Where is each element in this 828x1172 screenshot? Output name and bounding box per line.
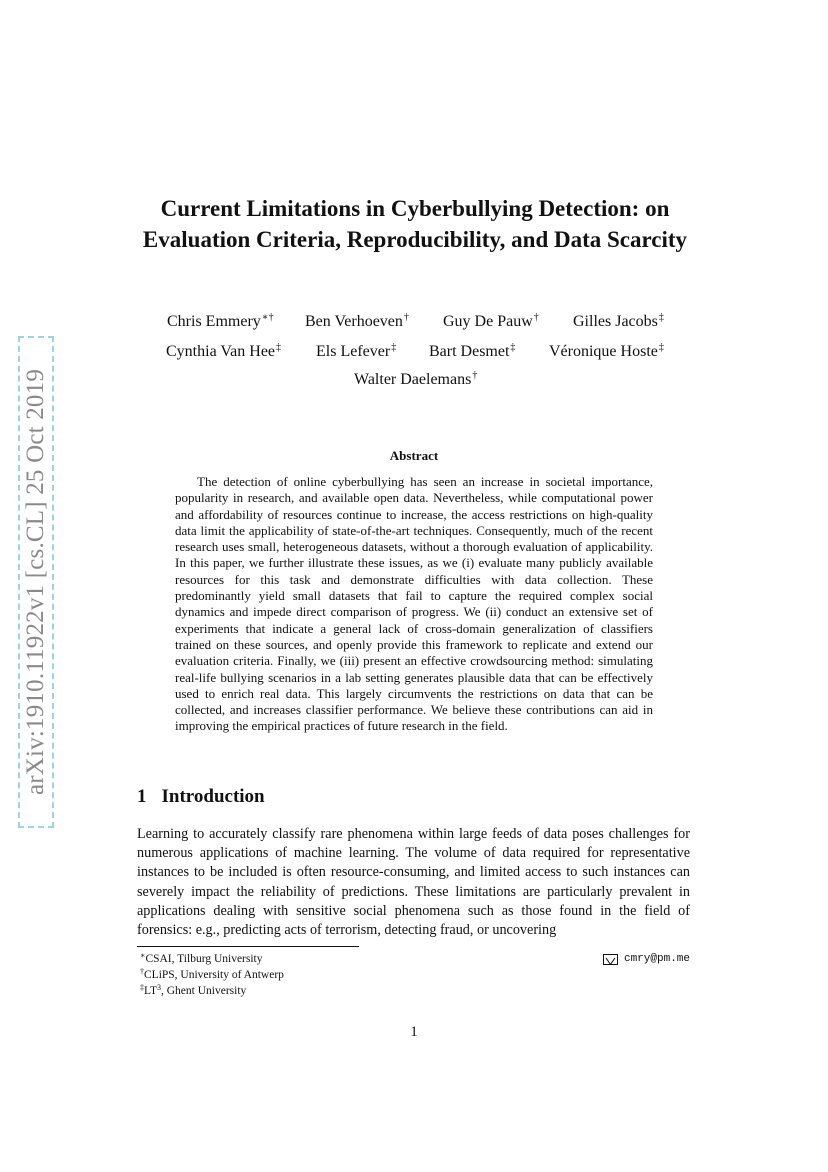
arxiv-stamp-text: arXiv:1910.11922v1 [cs.CL] 25 Oct 2019 [22, 368, 49, 796]
author-0: Chris Emmery∗† [167, 312, 274, 330]
page-number: 1 [410, 1024, 418, 1040]
arxiv-stamp [18, 336, 54, 828]
section-number: 1 [137, 786, 147, 807]
author-2: Guy De Pauw† [443, 312, 539, 330]
abstract-text: The detection of online cyberbullying has seen an increase in societal importance, popularity in research, and available open data. Nevertheless, while computational power and affordability of resources continue to increase, the access restrictions on high-quality data limit the applicability of state-of-the-art techniques. Consequently, much of the recent research uses small, heterogeneous datasets, without a thorough evaluation of applicability. In this paper, we further illustrate these issues, as we (i) evaluate many publicly available resources for this task and demonstrate difficulties with data collection. These predominantly yield small datasets that fail to capture the required complex social dynamics and impede direct comparison of progress. We (ii) conduct an extensive set of experiments that indicate a general lack of cross-domain generalization of classifiers trained on these sources, and openly provide this framework to replicate and extend our evaluation criteria. Finally, we (iii) present an effective crowdsourcing method: simulating real-life bullying scenarios in a lab setting generates plausible data that can be effectively used to enrich real data. This largely circumvents the restrictions on data that can be collected, and increases classifier performance. We believe these contributions can aid in improving the empirical practices of future research in the field. [175, 474, 653, 734]
footnote-2: †CLiPS, University of Antwerp [140, 967, 284, 981]
footnote-3: $^\ddagger LT^3$, Ghent University [140, 983, 247, 997]
section-heading [137, 786, 265, 808]
email-contact[interactable] [603, 953, 690, 965]
author-8: Walter Daelemans† [354, 370, 478, 388]
author-1: Ben Verhoeven† [305, 312, 409, 330]
author-4: Cynthia Van Hee‡ [166, 342, 282, 360]
footnote-1: ∗CSAI, Tilburg University [140, 951, 263, 965]
abstract-heading: Abstract [389, 448, 439, 463]
author-6: Bart Desmet‡ [429, 342, 516, 360]
footnote-rule [137, 946, 359, 947]
intro-paragraph: Learning to accurately classify rare phenomena within large feeds of data poses challenges for numerous applications of machine learning. The volume of data required for representative instances to be included is often resource-consuming, and limited access to such instances can severely impact the reliability of predictions. These limitations are particularly prevalent in applications dealing with sensitive social phenomena such as those found in the field of forensics: e.g., predicting acts of terrorism, detecting fraud, or uncovering [137, 826, 690, 939]
author-7: Véronique Hoste‡ [549, 342, 664, 360]
author-3: Gilles Jacobs‡ [573, 312, 664, 330]
author-5: Els Lefever‡ [316, 342, 397, 360]
email-address[interactable]: cmry@pm.me [623, 953, 690, 965]
envelope-icon [603, 954, 618, 965]
paper-title: Current Limitations in Cyberbullying Detection: on Evaluation Criteria, Reproducibility, and Data Scarcity [142, 196, 688, 252]
section-title: Introduction [161, 786, 265, 807]
